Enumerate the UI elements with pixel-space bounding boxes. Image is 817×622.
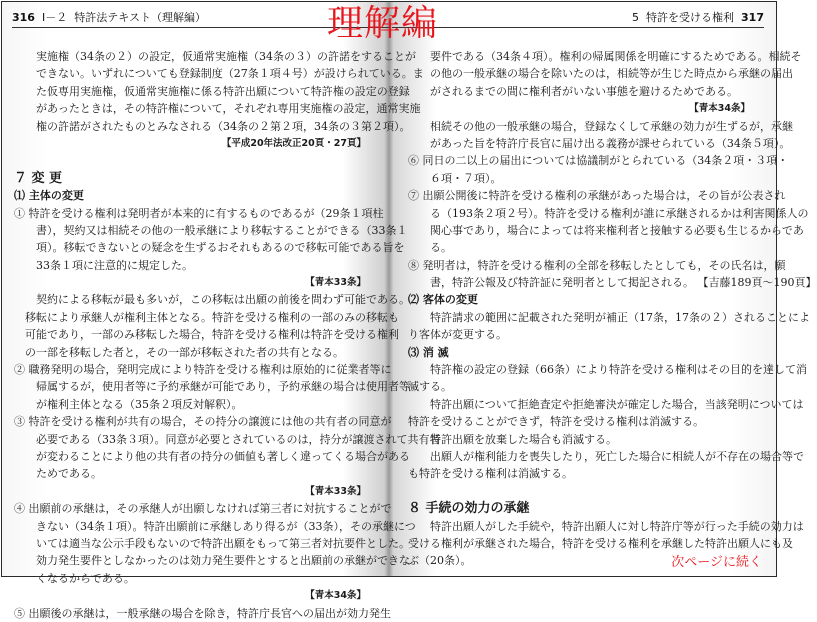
text-line: 出願人が権利能力を喪失したり，死亡した場合に相続人が不存在の場合等で [430,449,804,463]
right-section-title: 特許を受ける権利 [646,11,735,24]
text-line: る（193条２項２号）。特許を受ける権利が誰に承継されるかは利害関係人の [430,206,809,220]
text-line: いては適当な公示手段もないので特許出願をもって第三者対抗要件とした。 [36,536,410,550]
text-line: 特許出願について拒絶査定や拒絶審決が確定した場合，当該発明については [430,397,804,411]
text-line: が変わることにより他の共有者の持分の価値も著しく違ってくる場合がある [36,449,410,463]
text-line: 移転により承継人が権利主体となる。特許を受ける権利の一部のみの移転も [25,310,399,324]
text-line: 相続その他の一般承継の場合，登録なくして承継の効力が生ずるが，承継 [430,119,793,133]
text-line: の他の一般承継の場合を除いたのは，相続等が生じた時点から承継の届出 [430,67,793,81]
text-line: 特許出願人がした手続や，特許出願人に対し特許庁等が行った手続の効力は [430,519,804,533]
text-line: 関心事であり，場合によっては将来権利者と接触する必要も生じるからであ [430,223,804,237]
reference-citation: 【青本33条】 [305,277,366,289]
right-page [392,2,817,576]
right-page-header [392,8,764,28]
text-line: 契約による移転が最も多いが，この移転は出願の前後を問わず可能である。 [36,293,410,307]
text-line: 滅する。 [408,380,452,394]
text-line [14,152,441,169]
text-line: の一部を移転した者と，その一部が移転された者の共有となる。 [25,345,344,359]
text-line [408,483,817,500]
text-line: ④ 出願前の承継は，その承継人が出願しなければ第三者に対抗することがで [14,502,392,516]
text-line: 必要である（33条３項）。同意が必要とされているのは，持分が譲渡されて共有者 [36,432,441,446]
text-line: 項）。移転できないとの疑念を生ずるおそれもあるので移転可能である旨を [36,241,405,255]
text-line: る。 [430,241,452,255]
left-page-body [14,48,441,622]
reference-citation: 【青本33条】 [305,485,366,497]
section-heading: ７ 変 更 [14,170,63,186]
text-line: があったときは，その特許権について，それぞれ専用実施権の設定，通常実施 [36,102,421,116]
text-line: 受ける権利が承継された場合，特許を受ける権利を承継した特許出願人にも及 [408,536,793,550]
text-line: があった旨を特許庁長官に届け出る義務が課せられている（34条５項）。 [430,136,791,150]
left-page-number: 316 [12,11,35,24]
text-line: 効力発生要件としなかったのは効力発生要件とすると出願前の承継ができな [36,554,410,568]
subsection-heading: ⑴ 主体の変更 [14,189,84,203]
text-line: た仮専用実施権，仮通常実施権に係る特許出願について特許権の設定の登録 [36,84,410,98]
text-line: くなるからである。 [36,571,135,585]
right-page-body [408,48,817,570]
text-line: ためである。 [36,467,102,481]
text-line: 特許を受けることができず，特許を受ける権利は消滅する。 [408,415,705,429]
text-line: ⑦ 出願公開後に特許を受ける権利の承継があった場合は，その旨が公表され [408,189,786,203]
stamp-label: 理解編 [327,3,439,44]
text-line: 可能であり，一部のみ移転した場合，特許を受ける権利は特許を受ける権利 [25,328,399,342]
text-line: 特許出願を放棄した場合も消滅する。 [430,432,617,446]
left-book-title: 特許法テキスト（理解編） [74,11,206,24]
text-line: り客体が変更する。 [408,328,507,342]
reference-citation: 【平成20年法改正20頁・27頁】 [221,137,366,149]
text-line: も特許を受ける権利は消滅する。 [408,467,573,481]
text-line: きない（34条１項）。特許出願前に承継しあり得るが（33条），その承継につ [36,519,416,533]
text-line: ⑧ 発明者は，特許を受ける権利の全部を移転したとしても，その氏名は，願 [408,258,786,272]
text-line: 帰属するが，使用者等に予約承継が可能であり，予約承継の場合は使用者等 [36,380,410,394]
text-line: 書，特許公報及び特許証に発明者として掲記される。 【吉藤189頁～190頁】 [430,276,817,290]
text-line: 権の許諾がされたものとみなされる（34条の２第２項，34条の３第２項）。 [36,119,411,133]
text-line: ぶ（20条）。 [408,554,472,568]
text-line: ６項・７項）。 [430,171,502,185]
text-line: ③ 特許を受ける権利が共有の場合，その持分の譲渡には他の共有者の同意が [14,415,392,429]
text-line: ② 職務発明の場合，発明完成により特許を受ける権利は原始的に従業者等に [14,363,392,377]
text-line: 実施権（34条の２）の設定，仮通常実施権（34条の３）の許諾をすることが [36,50,416,63]
left-chapter-label: Ⅰ－２ [41,11,68,24]
text-line: 33条１項に注意的に規定した。 [36,258,193,272]
right-section-number: 5 [632,11,640,24]
subsection-heading: ⑶ 消 滅 [408,345,449,359]
continue-note: 次ページに続く [671,555,762,570]
right-page-number: 317 [741,11,764,24]
text-line: が権利主体となる（35条２項反対解釈）。 [36,397,243,411]
text-line: 特許権の設定の登録（66条）により特許を受ける権利はその目的を達して消 [430,363,807,377]
text-line: がされるまでの間に権利者がいない事態を避けるためである。 [430,84,738,98]
text-line: ① 特許を受ける権利は発明者が本来的に有するものであるが（29条１項柱 [14,206,384,220]
text-line: ⑤ 出願後の承継は，一般承継の場合を除き，特許庁長官への届出が効力発生 [14,606,392,620]
reference-citation: 【青本34条】 [305,590,366,602]
reference-citation: 【青本34条】 [689,103,750,115]
text-line: 書），契約又は相続その他の一般承継により移転することができる（33条１ [36,223,408,237]
text-line: 要件である（34条４項）。権利の帰属関係を明確にするためである。相続そ [430,50,802,63]
text-line: 特許請求の範囲に記載された発明が補正（17条，17条の２）されることによ [430,310,810,324]
text-line: できない。いずれについても登録制度（27条１項４号）が設けられている。ま [36,67,424,81]
book-spread [1,1,817,620]
text-line: ⑥ 同日の二以上の届出については協議制がとられている（34条２項・３項・ [408,154,789,168]
section-heading: ８ 手続の効力の承継 [408,501,530,517]
subsection-heading: ⑵ 客体の変更 [408,293,478,307]
